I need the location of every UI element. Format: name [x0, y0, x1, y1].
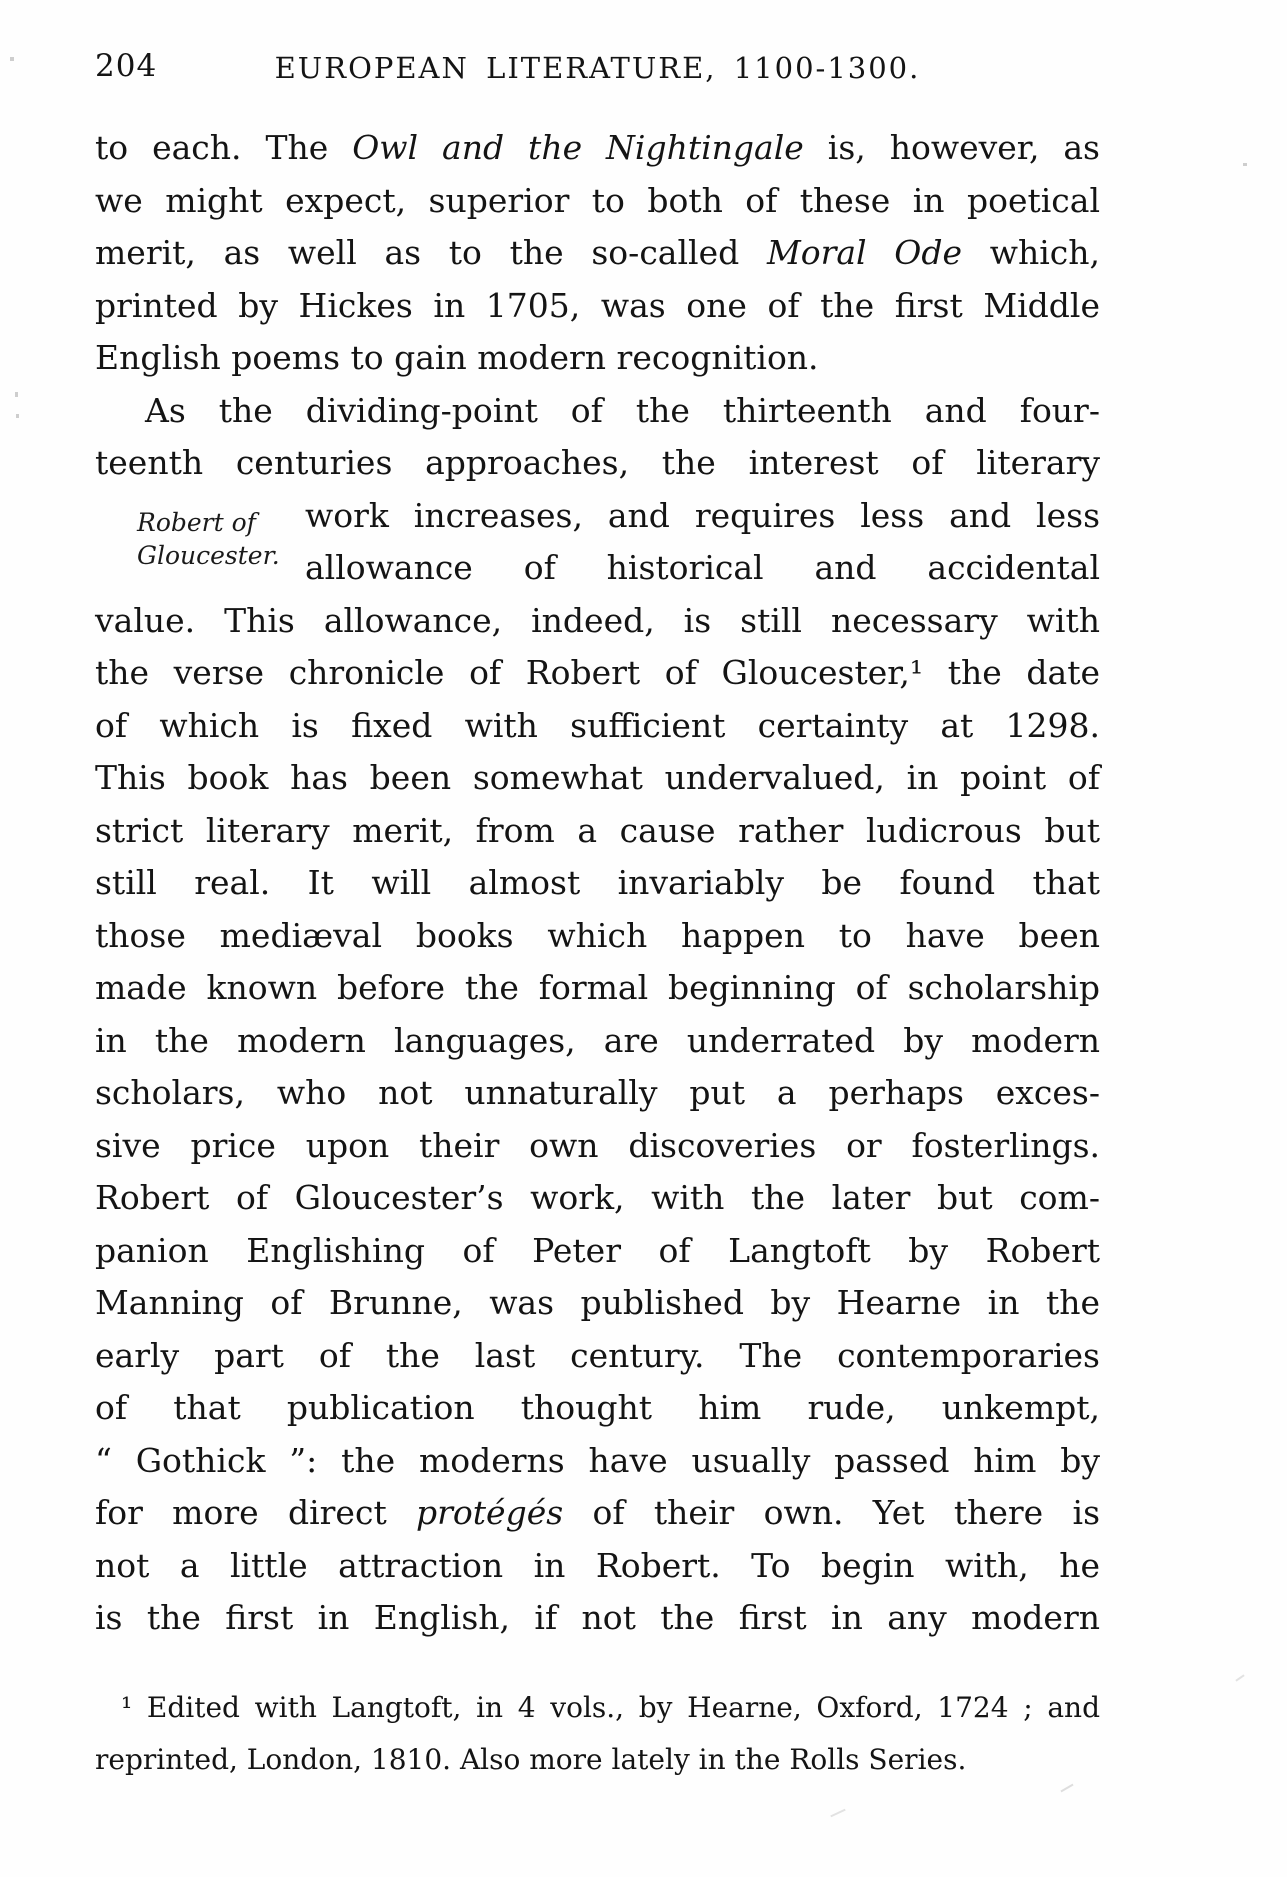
text-line: of that publication thought him rude, unkempt,	[95, 1388, 1100, 1427]
text-line: still real. It will almost invariably be found that	[95, 863, 1100, 902]
text-line: work increases, and requires less and less	[305, 495, 1100, 535]
footnote-line: reprinted, London, 1810. Also more lately in the Rolls Series.	[95, 1743, 967, 1776]
scan-artifact	[10, 57, 14, 61]
margin-note-line: Robert of	[137, 508, 256, 537]
text-line: of which is fixed with sufficient certainty at 1298.	[95, 705, 1100, 745]
text-line: early part of the last century. The contemporaries	[95, 1335, 1100, 1375]
text-segment: is, however, as	[803, 128, 1100, 167]
text-line: those mediæval books which happen to have been	[95, 915, 1100, 955]
text-line	[95, 227, 1100, 280]
text-line: allowance of historical and accidental	[305, 548, 1100, 587]
text-line: scholars, who not unnaturally put a perhaps exces-	[95, 1073, 1100, 1112]
running-title: EUROPEAN LITERATURE, 1100-1300.	[274, 51, 921, 85]
scan-artifact	[1243, 163, 1247, 166]
scan-artifact	[830, 1809, 845, 1818]
text-line: in the modern languages, are underrated by modern	[95, 1020, 1100, 1060]
italic-title: Owl and the Nightingale	[352, 128, 804, 167]
text-segment: to each. The	[95, 128, 353, 167]
scan-artifact	[16, 414, 19, 418]
text-segment: for more direct	[95, 1493, 417, 1532]
italic-title: Moral Ode	[766, 233, 963, 272]
footnote-line: ¹ Edited with Langtoft, in 4 vols., by Hearne, Oxford, 1724 ; and	[121, 1691, 1100, 1724]
text-line: Manning of Brunne, was published by Hearne in the	[95, 1283, 1100, 1322]
scan-artifact	[15, 392, 18, 397]
page-number: 204	[95, 48, 158, 84]
text-line: made known before the formal beginning of scholarship	[95, 968, 1100, 1007]
text-line: strict literary merit, from a cause rather ludicrous but	[95, 810, 1100, 850]
text-line: As the dividing-point of the thirteenth and four-	[145, 390, 1100, 430]
margin-note	[137, 506, 280, 572]
text-line: teenth centuries approaches, the interest of literary	[95, 443, 1100, 482]
body-text	[95, 122, 1100, 1645]
text-line: Robert of Gloucester’s work, with the later but com-	[95, 1178, 1100, 1217]
text-line: we might expect, superior to both of these in poetical	[95, 180, 1100, 220]
text-line: is the first in English, if not the first in any modern	[95, 1598, 1100, 1637]
text-segment: which,	[962, 233, 1100, 272]
text-segment: of their own. Yet there is	[563, 1493, 1101, 1532]
text-line: This book has been somewhat undervalued, in point of	[95, 758, 1100, 797]
text-line: the verse chronicle of Robert of Gloucester,¹ the date	[95, 653, 1100, 692]
text-line: printed by Hickes in 1705, was one of the first Middle	[95, 285, 1100, 325]
text-segment: merit, as well as to the so-called	[95, 233, 767, 272]
text-line: not a little attraction in Robert. To begin with, he	[95, 1545, 1100, 1585]
text-line: panion Englishing of Peter of Langtoft by Robert	[95, 1230, 1100, 1270]
text-line	[95, 122, 1100, 175]
text-line: sive price upon their own discoveries or fosterlings.	[95, 1125, 1100, 1165]
text-line: value. This allowance, indeed, is still necessary with	[95, 600, 1100, 640]
text-line	[95, 1487, 1100, 1540]
text-line: “ Gothick ”: the moderns have usually passed him by	[95, 1440, 1100, 1480]
scan-artifact	[1235, 1674, 1244, 1681]
text-line: English poems to gain modern recognition.	[95, 338, 819, 377]
scan-artifact	[905, 1510, 909, 1513]
margin-note-line: Gloucester.	[137, 541, 280, 570]
italic-word: protégés	[416, 1493, 564, 1532]
footnote	[95, 1682, 1100, 1786]
